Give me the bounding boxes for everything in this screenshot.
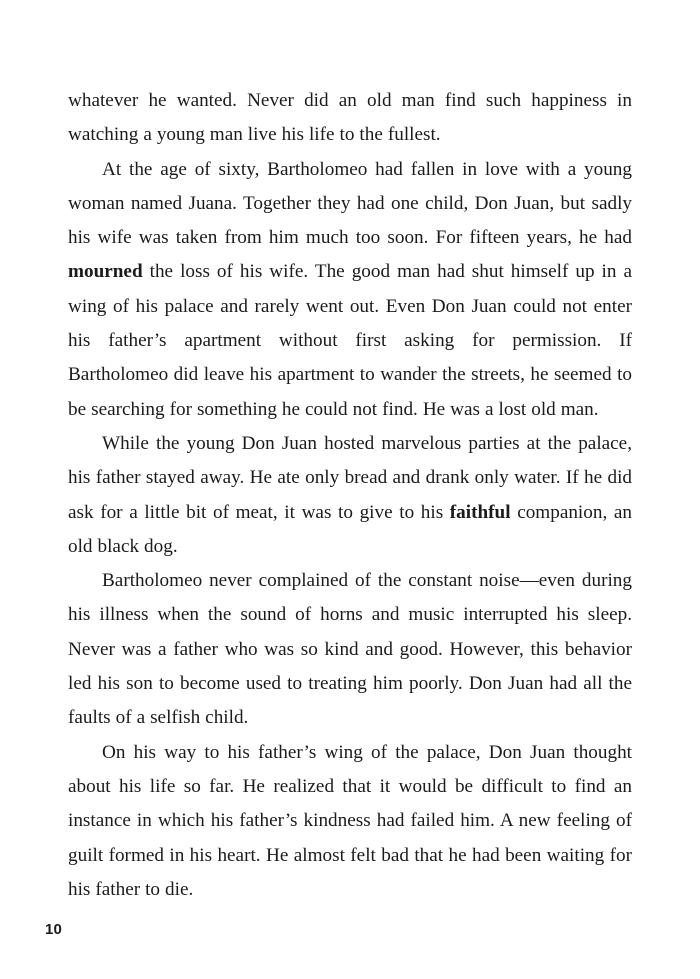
body-text-block — [68, 84, 632, 907]
para-parties — [68, 427, 632, 564]
page-number: 10 — [45, 921, 63, 938]
text-run: While the young Don Juan hosted marvelous parties at the palace, his father stayed away. He ate only bread and drank only water. If he did ask for a little bit of meat, it was to give to his — [68, 432, 632, 523]
text-run: whatever he wanted. Never did an old man find such happiness in watching a young man live his life to the fullest. — [68, 90, 632, 146]
text-run: the loss of his wife. The good man had shut himself up in a wing of his palace and rarely went out. Even Don Juan could not enter his father’s apartment without first asking for permission. If Bartholomeo did leave his apartment to wander the streets, he seemed to be searching for something he could not find. He was a lost old man. — [68, 261, 632, 420]
para-never-complained — [68, 564, 632, 735]
emphasized-term: mourned — [68, 261, 143, 283]
emphasized-term: faithful — [449, 501, 511, 523]
text-run: On his way to his father’s wing of the palace, Don Juan thought about his life so far. He realized that it would be difficult to find an instance in which his father’s kindness had failed him. A new feeling of guilt formed in his heart. He almost felt bad that he had been waiting for his father to die. — [68, 741, 632, 900]
text-run: companion, an old black dog. — [68, 501, 632, 557]
para-continuation — [68, 84, 632, 153]
text-run: Bartholomeo never complained of the constant noise—even during his illness when the sound of horns and music interrupted his sleep. Never was a father who was so kind and good. However, this behavior led his son to become used to treating him poorly. Don Juan had all the faults of a selfish child. — [68, 570, 632, 729]
text-run: At the age of sixty, Bartholomeo had fallen in love with a young woman named Juana. Together they had one child, Don Juan, but sadly his wife was taken from him much too soon. For fifteen years, he had — [68, 158, 632, 249]
para-bartholomeo-juana — [68, 153, 632, 427]
para-on-his-way — [68, 736, 632, 907]
